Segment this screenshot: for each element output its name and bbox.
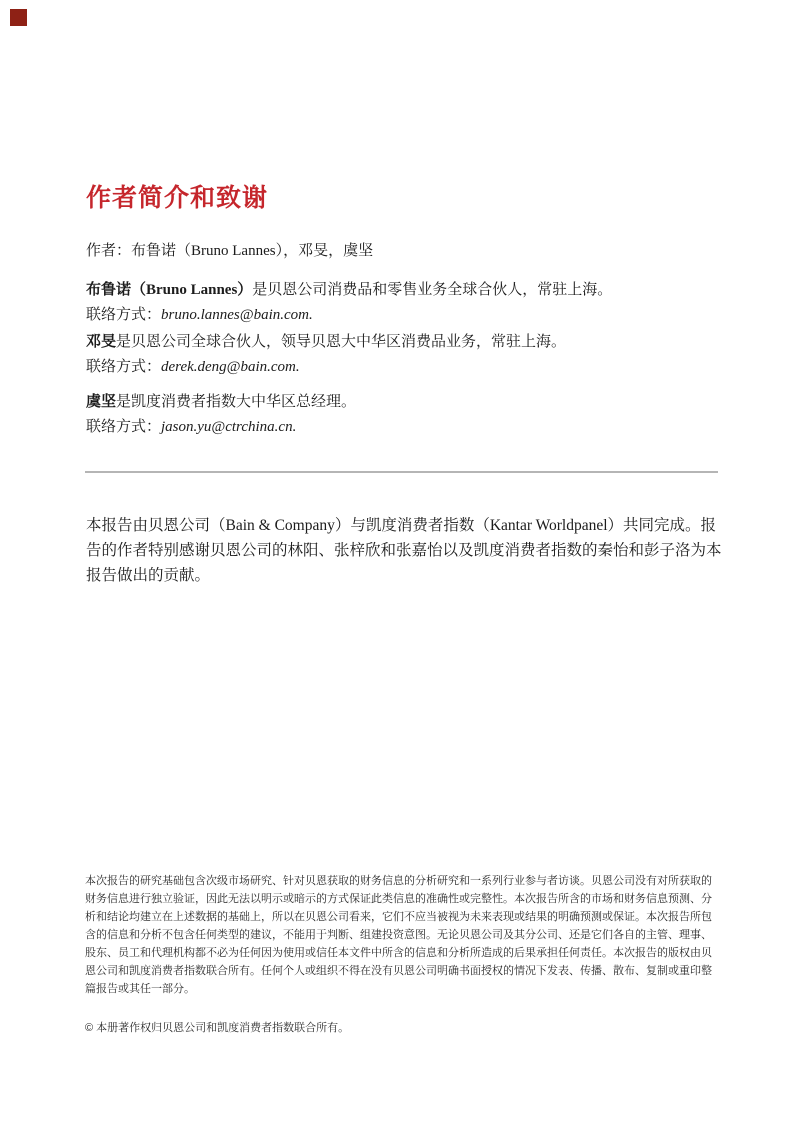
bio-desc: 是贝恩公司全球合伙人，领导贝恩大中华区消费品业务，常驻上海。	[116, 334, 567, 350]
bio-intro-line	[86, 390, 726, 415]
bio-jason-yu	[86, 390, 726, 440]
contact-label: 联络方式：	[86, 307, 162, 323]
bio-name: 布鲁诺（Bruno Lannes）	[86, 282, 253, 298]
bio-intro-line	[86, 330, 726, 355]
bio-name: 邓旻	[86, 334, 117, 350]
copyright-line: © 本册著作权归贝恩公司和凯度消费者指数联合所有。	[85, 1022, 350, 1034]
page-title: 作者简介和致谢	[86, 184, 269, 212]
bio-desc: 是凯度消费者指数大中华区总经理。	[116, 394, 357, 410]
authors-line: 作者：布鲁诺（Bruno Lannes），邓旻，虞坚	[86, 243, 374, 259]
email-bruno-lannes: bruno.lannes@bain.com.	[161, 307, 313, 323]
bain-red-square-logo	[10, 9, 27, 26]
acknowledgement-paragraph: 本报告由贝恩公司（Bain & Company）与凯度消费者指数（Kantar Worldpanel）共同完成。报告的作者特别感谢贝恩公司的林阳、张梓欣和张嘉怡以及凯度消费者指数的秦怡和彭子洛为本报告做出的贡献。	[86, 517, 722, 584]
bio-contact-line	[86, 415, 726, 440]
section-divider	[85, 471, 718, 473]
bio-contact-line	[86, 303, 726, 328]
bio-desc: 是贝恩公司消费品和零售业务全球合伙人，常驻上海。	[252, 282, 613, 298]
bio-contact-line	[86, 355, 726, 380]
email-derek-deng: derek.deng@bain.com.	[161, 359, 300, 375]
bio-intro-line	[86, 278, 726, 303]
bio-name: 虞坚	[86, 394, 117, 410]
contact-label: 联络方式：	[86, 419, 162, 435]
bio-derek-deng	[86, 330, 726, 380]
contact-label: 联络方式：	[86, 359, 162, 375]
bio-bruno-lannes	[86, 278, 726, 328]
disclaimer-text: 本次报告的研究基础包含次级市场研究、针对贝恩获取的财务信息的分析研究和一系列行业参与者访谈。贝恩公司没有对所获取的财务信息进行独立验证，因此无法以明示或暗示的方式保证此类信息的准确性或完整性。本次报告所含的市场和财务信息预测、分析和结论均建立在上述数据的基础上，所以在贝恩公司看来，它们不应当被视为未来表现或结果的明确预测或保证。本次报告所包含的信息和分析不包含任何类型的建议，不能用于判断、组建投资意图。无论贝恩公司及其分公司、还是它们各自的主管、理事、股东、员工和代理机构都不必为任何因为使用或信任本文件中所含的信息和分析所造成的后果承担任何责任。本次报告的版权由贝恩公司和凯度消费者指数联合所有。任何个人或组织不得在没有贝恩公司明确书面授权的情况下发表、传播、散布、复制或重印整篇报告或其任一部分。	[85, 875, 712, 995]
email-jason-yu: jason.yu@ctrchina.cn.	[161, 419, 297, 435]
